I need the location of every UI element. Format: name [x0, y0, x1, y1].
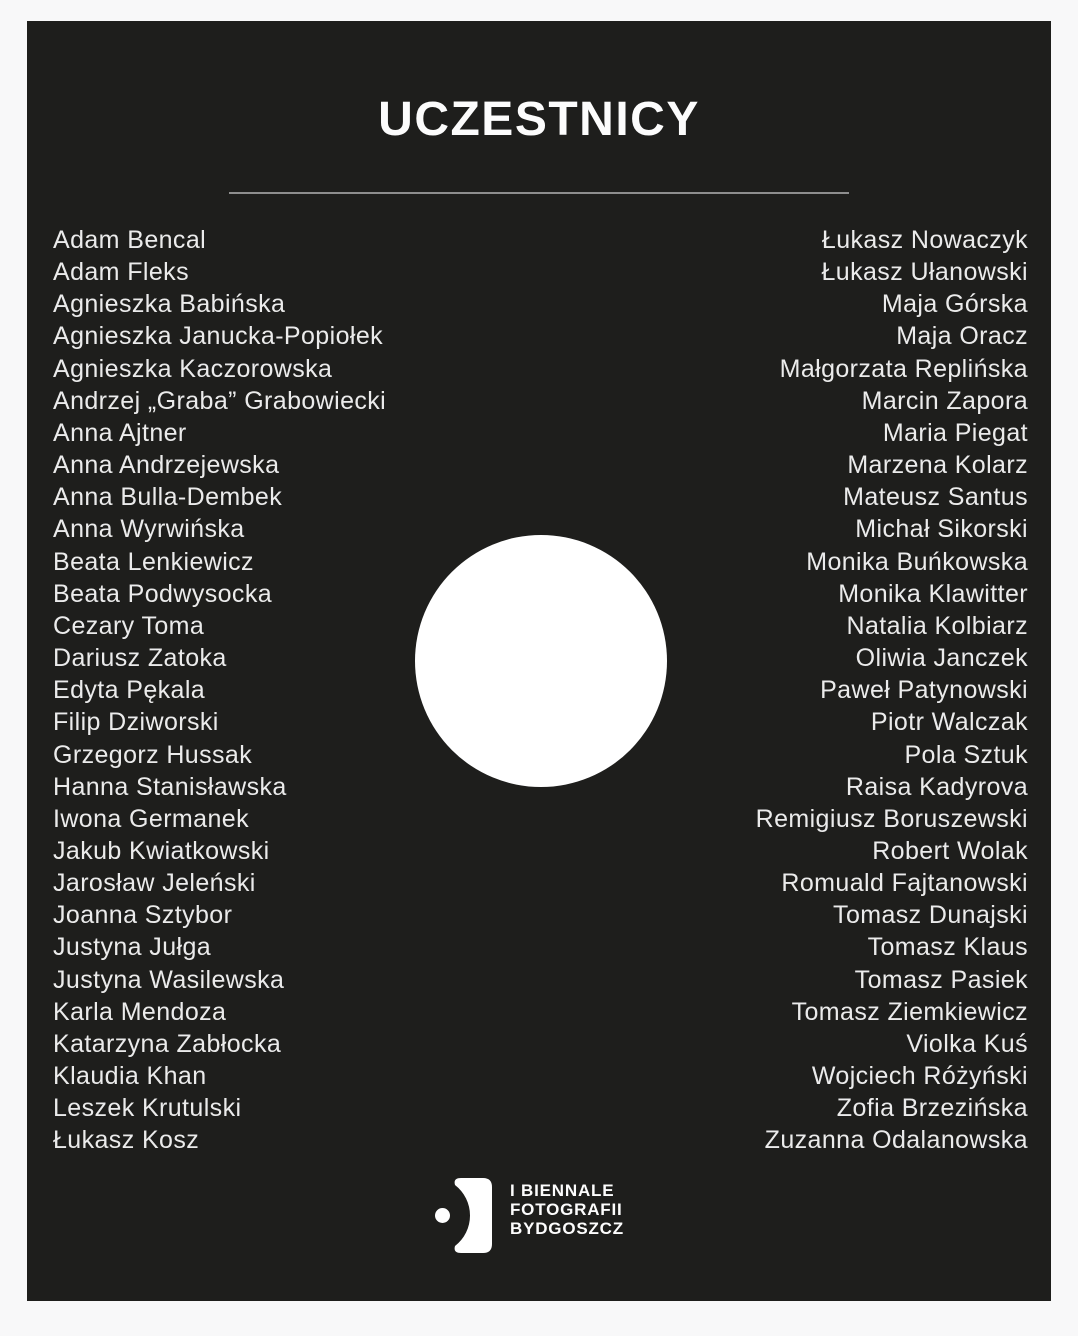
participant-name: Zofia Brzezińska [836, 1094, 1028, 1123]
participant-name: Anna Wyrwińska [53, 515, 245, 544]
participant-name: Romuald Fajtanowski [781, 869, 1028, 898]
participant-name: Leszek Krutulski [53, 1094, 242, 1123]
participant-name: Oliwia Janczek [855, 644, 1028, 673]
participant-name: Maria Piegat [882, 418, 1028, 447]
participant-name: Agnieszka Babińska [53, 290, 286, 319]
participant-name: Natalia Kolbiarz [846, 611, 1028, 640]
participant-name: Wojciech Różyński [811, 1062, 1028, 1091]
participant-name: Tomasz Dunajski [833, 901, 1028, 930]
participant-name: Beata Podwysocka [53, 579, 273, 608]
white-circle-graphic [415, 535, 667, 787]
participant-name: Remigiusz Boruszewski [755, 804, 1028, 833]
participant-name: Beata Lenkiewicz [53, 547, 254, 576]
participant-name: Hanna Stanisławska [53, 772, 287, 801]
participants-left-column [53, 224, 386, 1157]
participant-name: Marcin Zapora [861, 386, 1028, 415]
participant-name: Karla Mendoza [53, 997, 227, 1026]
participants-right-column [756, 224, 1028, 1157]
logo-text-line-1: I BIENNALE [510, 1181, 615, 1200]
participant-name: Piotr Walczak [870, 708, 1028, 737]
participant-name: Pola Sztuk [904, 740, 1028, 769]
participant-name: Anna Andrzejewska [53, 451, 280, 480]
participant-name: Łukasz Nowaczyk [821, 226, 1028, 254]
participant-name: Anna Ajtner [53, 418, 187, 447]
participant-name: Agnieszka Janucka-Popiołek [53, 322, 384, 351]
participant-name: Violka Kuś [906, 1029, 1028, 1058]
participant-name: Joanna Sztybor [53, 901, 233, 930]
participant-name: Łukasz Kosz [53, 1126, 200, 1155]
participant-name: Edyta Pękala [53, 676, 206, 705]
participant-name: Monika Buńkowska [806, 547, 1028, 576]
participant-name: Tomasz Ziemkiewicz [791, 997, 1028, 1026]
logo-text-block [510, 1181, 624, 1238]
participant-name: Monika Klawitter [838, 579, 1028, 608]
biennale-logo [435, 1178, 624, 1253]
participant-name: Iwona Germanek [53, 804, 249, 833]
participant-name: Zuzanna Odalanowska [764, 1126, 1028, 1155]
participant-name: Maja Górska [881, 290, 1028, 319]
participant-name: Justyna Wasilewska [53, 965, 285, 994]
participant-name: Jarosław Jeleński [53, 869, 256, 898]
participant-name: Małgorzata Replińska [779, 354, 1028, 383]
participant-name: Adam Fleks [53, 258, 189, 287]
title-divider [229, 192, 849, 194]
participant-name: Adam Bencal [53, 226, 207, 254]
participant-name: Michał Sikorski [855, 515, 1028, 544]
participant-name: Maja Oracz [896, 322, 1028, 351]
participant-name: Łukasz Ułanowski [821, 258, 1028, 287]
participant-name: Tomasz Klaus [867, 933, 1028, 962]
biennale-eye-icon [435, 1178, 492, 1253]
participant-name: Grzegorz Hussak [53, 740, 253, 769]
participant-name: Marzena Kolarz [847, 451, 1028, 480]
participant-name: Jakub Kwiatkowski [53, 836, 270, 865]
participant-name: Paweł Patynowski [820, 676, 1028, 705]
participant-name: Agnieszka Kaczorowska [53, 354, 333, 383]
poster-title: UCZESTNICY [378, 93, 700, 146]
participant-name: Raisa Kadyrova [845, 772, 1028, 801]
participant-name: Dariusz Zatoka [53, 644, 227, 673]
participant-name: Cezary Toma [53, 611, 205, 640]
participant-name: Anna Bulla-Dembek [53, 483, 283, 512]
participant-name: Klaudia Khan [53, 1062, 207, 1091]
participant-name: Robert Wolak [872, 836, 1028, 865]
participant-name: Mateusz Santus [843, 483, 1028, 512]
logo-text-line-2: FOTOGRAFII [510, 1200, 623, 1219]
logo-text-line-3: BYDGOSZCZ [510, 1219, 624, 1238]
poster [27, 21, 1051, 1301]
participant-name: Tomasz Pasiek [854, 965, 1028, 994]
participant-name: Filip Dziworski [53, 708, 219, 737]
participant-name: Katarzyna Zabłocka [53, 1029, 282, 1058]
participant-name: Justyna Jułga [53, 933, 212, 962]
participant-name: Andrzej „Graba” Grabowiecki [53, 386, 387, 415]
